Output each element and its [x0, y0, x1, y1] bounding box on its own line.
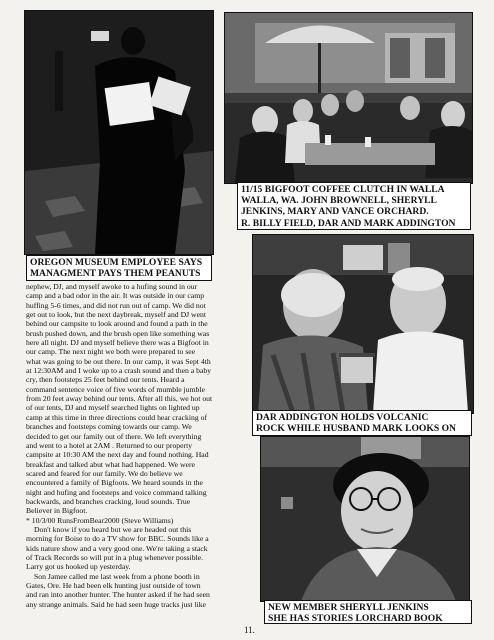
caption-line: JENKINS, MARY AND VANCE ORCHARD. — [241, 206, 429, 218]
entry-line: and ran into another hunter. The hunter asked if he had seen — [26, 590, 210, 600]
entry-line: any strange animals. Said he had seen huge tracks just like — [26, 599, 206, 609]
caption-line: ROCK WHILE HUSBAND MARK LOOKS ON — [256, 423, 456, 434]
story-line: breakfast and talked abut what had happened. We were — [26, 459, 195, 469]
entry-header: * 10/3/00 RunsFromBear2000 (Steve Williams) — [26, 515, 174, 525]
museum-photo — [24, 10, 214, 255]
story-line: huffing 5-6 times, and did not run out of camp. We did not — [26, 300, 206, 310]
story-line: from 20 feet away behind our tents. After all this, we hot out — [26, 394, 213, 404]
story-line: brush pushed down, and the brush open like something was — [26, 328, 210, 338]
story-line: and went to a hotel at 2AM . Returned to our property — [26, 440, 193, 450]
museum-caption — [26, 255, 212, 281]
story-line: camp at this time in three directions could hear cracking of — [26, 412, 208, 422]
entry-line: Don't know if you heard but we are headed out this — [34, 524, 192, 534]
story-line: backwards, and branches cracking, loud sounds. True — [26, 496, 191, 506]
caption-line: OREGON MUSEUM EMPLOYEE SAYS — [30, 257, 203, 268]
caption-line: R. BILLY FIELD, DAR AND MARK ADDINGTON — [241, 217, 456, 229]
story-line: of our tents, DJ and myself searched lights on lighted up — [26, 403, 200, 413]
story-line: here all night. DJ and myself believe there was a Bigfoot in — [26, 338, 209, 348]
story-line: our camp. The next night we both were prepared to see — [26, 347, 196, 357]
jenkins-photo — [260, 436, 470, 602]
story-line: at 12:30AM and I woke up to a crash sound and then a baby — [26, 366, 212, 376]
entry-line: morning for Boise to do a TV show for BBC. Sounds like a — [26, 534, 209, 544]
coffee-clutch-photo — [224, 12, 473, 184]
entry-line: Son Jamee called me last week from a phone booth in — [34, 571, 200, 581]
jenkins-caption — [264, 600, 472, 624]
story-line: get out to look, but the next daybreak, myself and DJ went — [26, 310, 206, 320]
caption-line: 11/15 BIGFOOT COFFEE CLUTCH IN WALLA — [241, 184, 445, 195]
caption-line: DAR ADDINGTON HOLDS VOLCANIC — [256, 412, 429, 423]
story-line: branches and footsteps coming towards our camp. We — [26, 422, 192, 432]
page-number: 11. — [244, 625, 255, 635]
caption-line: MANAGMENT PAYS THEM PEANUTS — [30, 268, 201, 279]
entry-line: of Track Records so will put in a plug whenever possible. — [26, 552, 204, 562]
addington-photo — [252, 234, 474, 414]
caption-line: SHE HAS STORIES LORCHARD BOOK — [268, 613, 443, 624]
story-line: command sentence voice of five words of mumble jumble — [26, 384, 205, 394]
coffee-clutch-caption — [237, 182, 471, 230]
caption-line: NEW MEMBER SHERYLL JENKINS — [268, 602, 429, 613]
caption-line: WALLA, WA. JOHN BROWNELL, SHERYLL — [241, 195, 437, 207]
story-column — [26, 282, 248, 609]
story-line: what was going to be out there. In our camp, it was Sept 4th — [26, 356, 211, 366]
entry-line: kids nature show and a very good one. We're taking a stack — [26, 543, 208, 553]
story-line: camp and a bad odor in the air. It was outside in our camp — [26, 291, 205, 301]
story-line: night and hufing and footsteps and voice command talking — [26, 487, 207, 497]
story-line: decided to get our family out of there. We left everything — [26, 431, 202, 441]
entry-line: Gates, Ore. He had been elk hunting just outside of town — [26, 581, 201, 590]
story-line: nephew, DJ, and myself awoke to a hufing sound in our — [26, 282, 198, 291]
addington-caption — [252, 410, 472, 436]
story-line: campsite at 10:30 AM the next day and found nothing. Had — [26, 450, 209, 460]
story-line: scared and feared for our family. We do believe we — [26, 468, 183, 478]
story-line: cry, then footsteps 25 feet behind our tents. Heard a — [26, 375, 185, 385]
entry-line: Larry got us hooked up yesterday. — [26, 562, 131, 572]
story-line: Believer in Bigfoot. — [26, 506, 88, 516]
story-line: behind our campsite to look around and found a path in the — [26, 319, 208, 329]
story-line: encountered a family of Bigfoots. We heard sounds in the — [26, 478, 203, 488]
